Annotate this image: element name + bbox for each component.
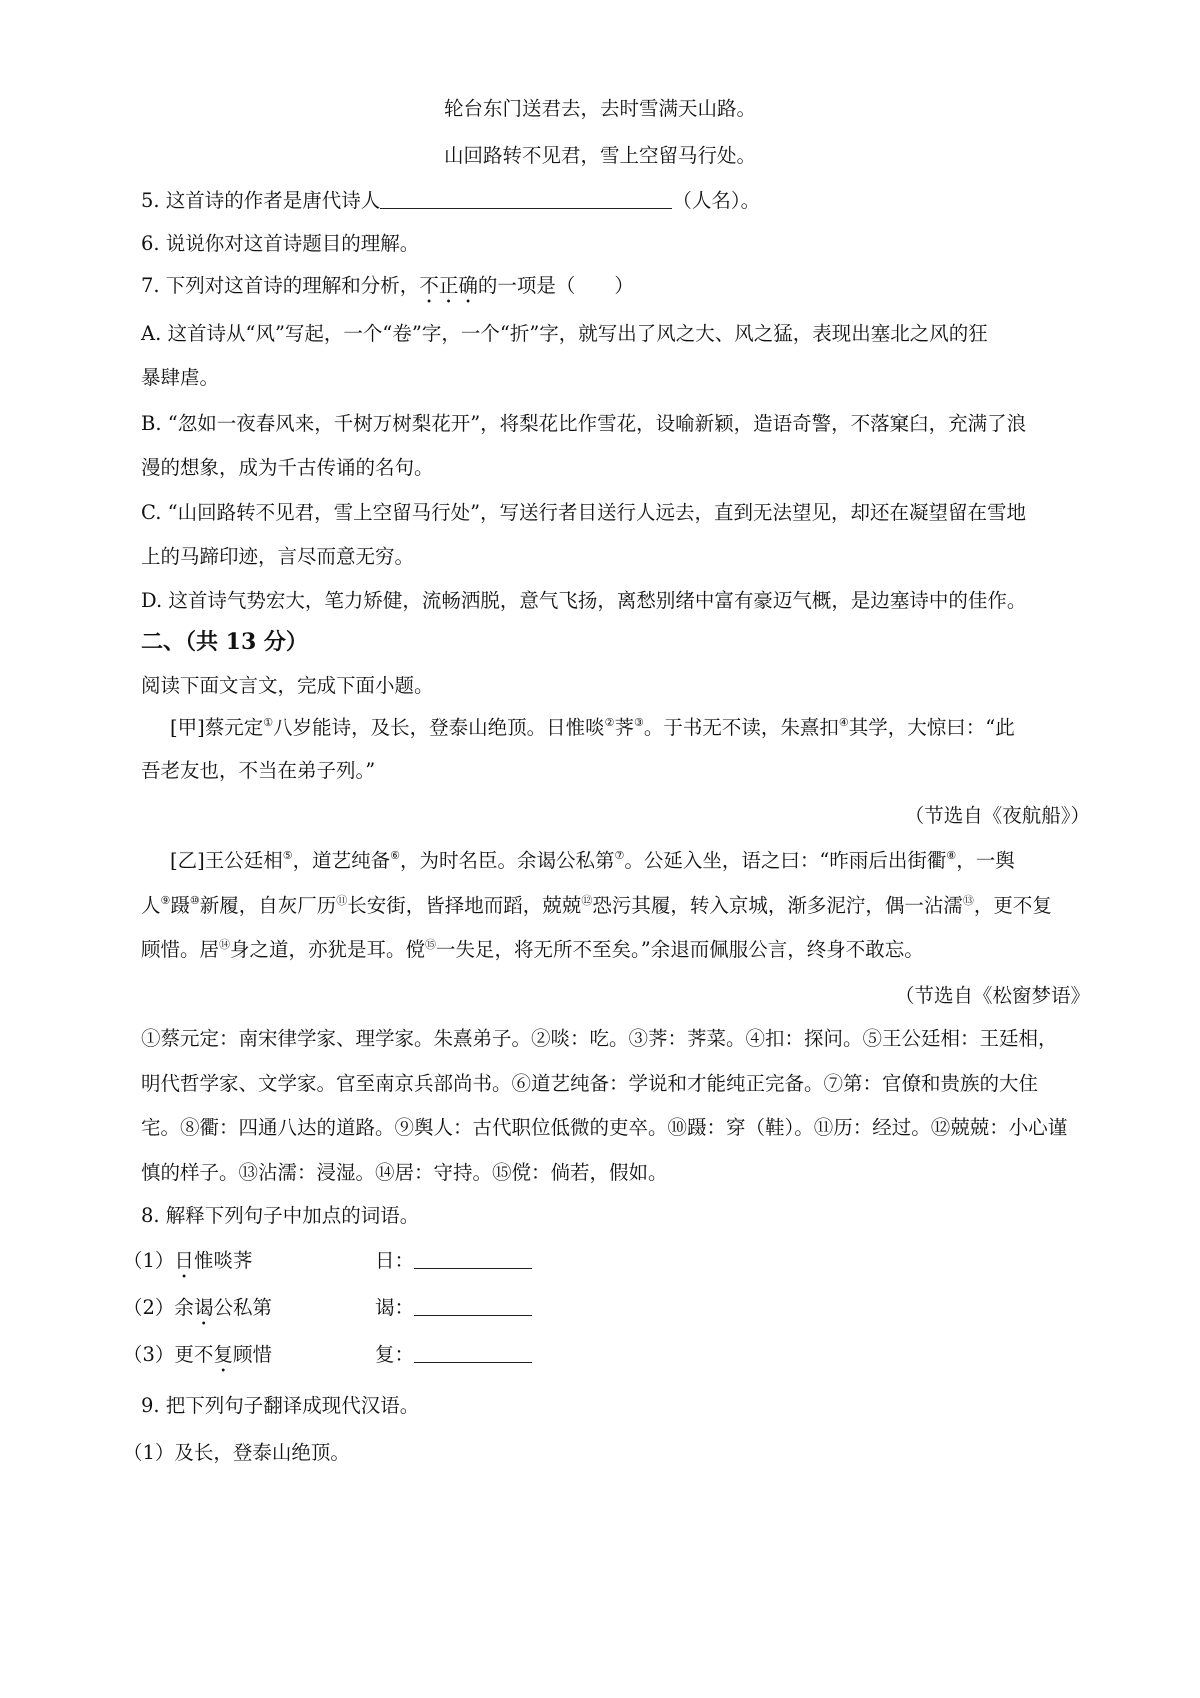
- footnote-mark: ⑪: [336, 894, 348, 907]
- emphasized-char: 复: [213, 1343, 233, 1366]
- option-a: A. 这首诗从“风”写起，一个“卷”字，一个“折”字，就写出了风之大、风之猛，表现出塞北之风的狂: [141, 322, 988, 345]
- answer-blank[interactable]: [414, 1248, 532, 1269]
- item-text: 公私第: [213, 1296, 272, 1319]
- footnote-mark: ⑭: [219, 938, 231, 951]
- q8-item: [123, 1339, 272, 1377]
- passage-text: [甲]蔡元定: [170, 716, 264, 739]
- passage-text: ，道艺纯备: [292, 849, 391, 872]
- passage-yi: [170, 845, 1015, 873]
- passage-jia: [170, 712, 1015, 740]
- footnote-mark: ②: [604, 716, 615, 729]
- poem-line: 轮台东门送君去，去时雪满天山路。: [443, 97, 756, 120]
- footnote-mark: ①: [263, 716, 274, 729]
- footnote-mark: ⑧: [946, 849, 957, 862]
- passage-text: 八岁能诗，及长，登泰山绝顶。日惟啖: [273, 716, 605, 739]
- passage-text: ，更不复: [973, 894, 1052, 917]
- question-text: 7. 下列对这首诗的理解和分析，: [141, 274, 420, 297]
- item-number: （3）: [123, 1343, 175, 1366]
- source-citation: （节选自《松窗梦语》: [894, 984, 1090, 1007]
- option-c: C. “山回路转不见君，雪上空留马行处”，写送行者目送行人远去，直到无法望见，却还在凝望留在雪地: [141, 501, 1027, 524]
- question-text: （人名）。: [672, 189, 761, 212]
- passage-text: 荠: [614, 716, 634, 739]
- footnotes: 慎的样子。⑬沾濡：浸湿。⑭居：守持。⑮傥：倘若，假如。: [141, 1161, 668, 1184]
- footnotes: ①蔡元定：南宋律学家、理学家。朱熹弟子。②啖：吃。③荠：荠菜。④扣：探问。⑤王公廷相：王廷相，: [141, 1027, 1058, 1050]
- answer-blank[interactable]: [414, 1295, 532, 1316]
- passage-text: 身之道，亦犹是耳。傥: [230, 938, 426, 961]
- passage-text: 新履，自灰厂历: [199, 894, 337, 917]
- passage-text: 。于书无不读，朱熹扣: [643, 716, 839, 739]
- question-7: [141, 270, 634, 308]
- answer-label: 谒：: [375, 1296, 415, 1319]
- footnote-mark: ⑫: [581, 894, 593, 907]
- item-text: 余: [174, 1296, 194, 1319]
- emphasized-text: 不正确: [419, 274, 478, 297]
- footnote-mark: ⑤: [282, 849, 293, 862]
- question-8: 8. 解释下列句子中加点的词语。: [141, 1204, 420, 1227]
- emphasized-char: 谒: [193, 1296, 214, 1319]
- passage-text: ，为时名臣。余谒公私第: [399, 849, 615, 872]
- footnotes: 明代哲学家、文学家。官至南京兵部尚书。⑥道艺纯备：学说和才能纯正完备。⑦第：官僚和贵族的大住: [141, 1072, 1039, 1095]
- footnote-mark: ④: [838, 716, 849, 729]
- option-c-cont: 上的马蹄印迹，言尽而意无穷。: [141, 545, 415, 568]
- passage-text: 其学，大惊曰：“此: [848, 716, 1015, 739]
- question-6: 6. 说说你对这首诗题目的理解。: [141, 232, 420, 255]
- answer-label: 日：: [375, 1249, 415, 1272]
- section-title: 二、（共 13 分）: [141, 629, 308, 655]
- footnote-mark: ⑮: [425, 938, 437, 951]
- passage-yi-cont: [141, 890, 1052, 918]
- passage-yi-cont: [141, 934, 924, 962]
- passage-jia-cont: 吾老友也，不当在弟子列。”: [141, 759, 376, 782]
- passage-text: 一失足，将无所不至矣。”余退而佩服公言，终身不敢忘。: [436, 938, 924, 961]
- option-b: B. “忽如一夜春风来，千树万树梨花开”，将梨花比作雪花，设喻新颖，造语奇警，不落窠臼，充满了浪: [141, 412, 1027, 435]
- item-number: （1）: [123, 1249, 175, 1272]
- question-text: 的一项是（ ）: [477, 274, 634, 297]
- section-intro: 阅读下面文言文，完成下面小题。: [141, 674, 434, 697]
- passage-text: 。公延入坐，语之曰：“昨雨后出街衢: [624, 849, 947, 872]
- q9-item: （1）及长，登泰山绝顶。: [123, 1441, 350, 1464]
- question-text: 5. 这首诗的作者是唐代诗人: [141, 189, 381, 212]
- question-5: [141, 185, 760, 213]
- q8-item: [123, 1245, 252, 1283]
- question-9: 9. 把下列句子翻译成现代汉语。: [141, 1394, 420, 1417]
- passage-text: ，一舆: [956, 849, 1015, 872]
- footnotes: 宅。⑧衢：四通八达的道路。⑨舆人：古代职位低微的吏卒。⑩蹑：穿（鞋）。⑪历：经过。⑫兢兢：小心谨: [141, 1116, 1068, 1139]
- footnote-mark: ⑬: [962, 894, 974, 907]
- q8-answer: [375, 1339, 532, 1367]
- footnote-mark: ⑥: [390, 849, 400, 862]
- answer-blank[interactable]: [380, 188, 672, 209]
- passage-text: 顾惜。居: [141, 938, 220, 961]
- q8-answer: [375, 1245, 532, 1273]
- answer-label: 复：: [375, 1343, 415, 1366]
- passage-text: [乙]王公廷相: [170, 849, 283, 872]
- source-citation: （节选自《夜航船》）: [904, 804, 1090, 827]
- item-text: 惟啖荠: [193, 1249, 253, 1272]
- option-d: D. 这首诗气势宏大，笔力矫健，流畅洒脱，意气飞扬，离愁别绪中富有豪迈气概，是边塞诗中的佳作。: [141, 589, 1027, 612]
- footnote-mark: ⑩: [189, 894, 200, 907]
- item-number: （2）: [123, 1296, 175, 1319]
- item-text: 顾惜: [232, 1343, 272, 1366]
- footnote-mark: ⑨: [160, 894, 171, 907]
- passage-text: 长安街，皆择地而蹈，兢兢: [347, 894, 582, 917]
- footnote-mark: ⑦: [614, 849, 625, 862]
- q8-answer: [375, 1292, 532, 1320]
- answer-blank[interactable]: [414, 1342, 532, 1363]
- q8-item: [123, 1292, 272, 1330]
- option-b-cont: 漫的想象，成为千古传诵的名句。: [141, 456, 434, 479]
- poem-line: 山回路转不见君，雪上空留马行处。: [443, 144, 756, 167]
- option-a-cont: 暴肆虐。: [141, 366, 220, 389]
- emphasized-char: 日: [174, 1249, 194, 1272]
- passage-text: 恐污其履，转入京城，渐多泥泞，偶一沾濡: [592, 894, 963, 917]
- item-text: 更不: [174, 1343, 214, 1366]
- passage-text: 人: [141, 894, 161, 917]
- footnote-mark: ③: [634, 716, 644, 729]
- passage-text: 蹑: [170, 894, 190, 917]
